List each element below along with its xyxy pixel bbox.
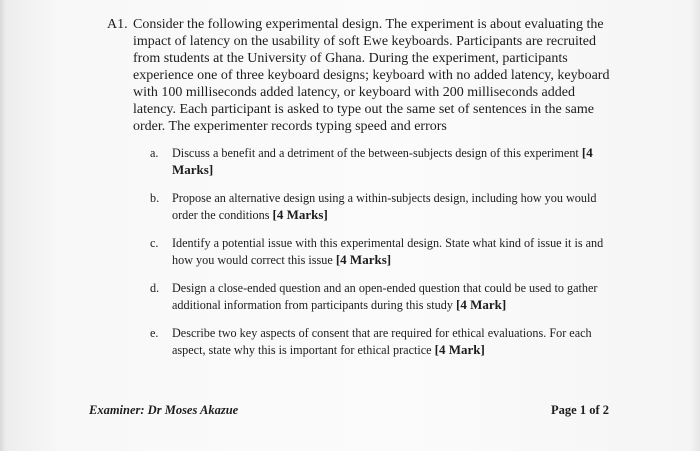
- marks-label: [4 Marks]: [335, 251, 392, 267]
- subquestion-letter: a.: [150, 146, 159, 160]
- subquestion-text: Propose an alternative design using a within-subjects design, including how you would order the conditions [4 Marks]: [172, 191, 597, 222]
- marks-label: [4 Mark]: [456, 296, 507, 312]
- marks-label: [4 Marks]: [172, 145, 593, 177]
- subquestion-letter: c.: [150, 236, 159, 250]
- subquestion-text: Identify a potential issue with this experimental design. State what kind of issue it is and how you would correct this issue [4 Marks]: [172, 236, 604, 267]
- subquestion-letter: e.: [150, 326, 159, 340]
- subquestion-text: Design a close-ended question and an open-ended question that could be used to gather additional information from participants during this study [4 Mark]: [172, 281, 598, 312]
- examiner-name: Examiner: Dr Moses Akazue: [89, 403, 239, 417]
- marks-label: [4 Mark]: [434, 341, 485, 357]
- question-number: A1.: [107, 17, 128, 32]
- subquestion-text: Discuss a benefit and a detriment of the between-subjects design of this experiment [4 Marks]: [172, 145, 593, 177]
- marks-label: [4 Marks]: [272, 206, 328, 222]
- question-text: Consider the following experimental design. The experiment is about evaluating the impact of latency on the usability of soft Ewe keyboards. Participants are recruited from students at the University of Ghana. During the experiment, participants experience one of three keyboard designs; keyboard with no added latency, keyboard with 100 milliseconds added latency, or keyboard with 200 milliseconds added latency. Each participant is asked to type out the same set of sentences in the same order. The experimenter records typing speed and errors: [133, 17, 610, 134]
- page-number: Page 1 of 2: [551, 403, 609, 417]
- subquestion-letter: b.: [150, 191, 160, 205]
- subquestion-letter: d.: [150, 281, 160, 295]
- subquestion-text: Describe two key aspects of consent that are required for ethical evaluations. For each aspect, state why this is important for ethical practice [4 Mark]: [172, 326, 592, 357]
